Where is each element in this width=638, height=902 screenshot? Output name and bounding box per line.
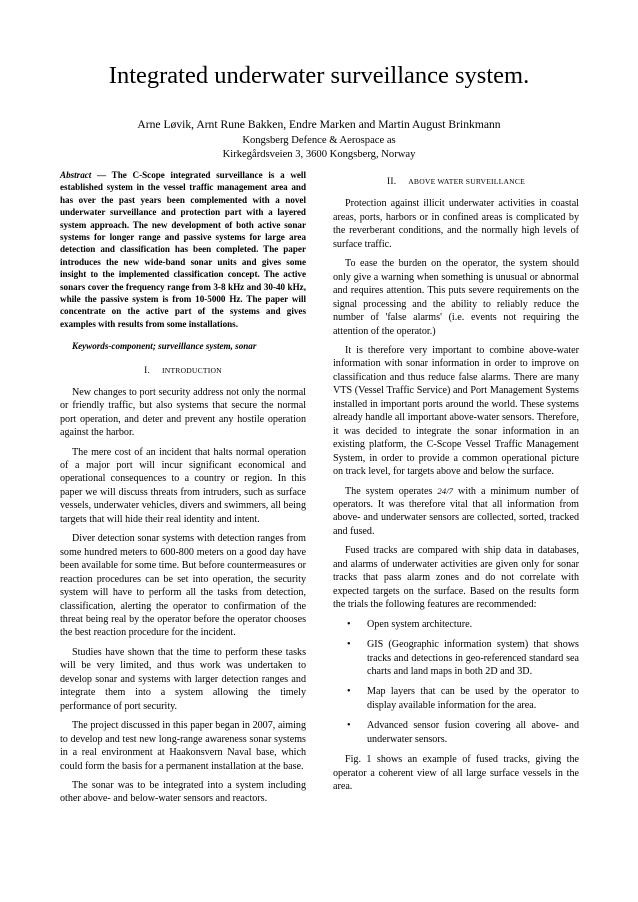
paragraph: The system operates 24/7 with a minimum number of operators. It was therefore vital that all information from above- and underwater sensors are collected, sorted, tracked and fused. xyxy=(333,485,579,537)
bullet-icon: • xyxy=(347,639,351,651)
author-list: Arne Løvik, Arnt Rune Bakken, Endre Marken and Martin August Brinkmann xyxy=(137,118,501,131)
affiliation-address: Kirkegårdsveien 3, 3600 Kongsberg, Norway xyxy=(222,149,416,160)
paragraph: It is therefore very important to combine above-water information with sonar information in order to improve on classification and thus reduce false alarms. There are many VTS (Vessel Traffic Service) and Port Management Systems installed in important ports around the world. These systems already handle all important above-water sensors. Therefore, it was decided to integrate the sonar information in an existing platform, the C-Scope Vessel Traffic Management System, in order to provide a common operational picture on track level, for targets above and below the surface. xyxy=(333,344,579,478)
left-column xyxy=(60,169,306,812)
paragraph: Fused tracks are compared with ship data in databases, and alarms of underwater activities are given only for sonar tracks that pass alarm zones and do not correlate with expected targets on the surface. Based on the results form the trials the following features are recommended: xyxy=(333,545,579,611)
abstract-label: Abstract xyxy=(60,170,92,180)
abstract xyxy=(60,169,306,330)
right-column xyxy=(333,169,579,800)
bullet-icon: • xyxy=(347,720,351,732)
keywords: Keywords-component; surveillance system, sonar xyxy=(72,341,257,352)
paragraph: Studies have shown that the time to perform these tasks will be very limited, and thus work was undertaken to develop sonar and systems with larger detection ranges and integrate them into a system allowing the timely performance of port security. xyxy=(60,646,306,712)
paragraph: New changes to port security address not only the normal or friendly traffic, but also systems that secure the normal port operation, and deter and prevent any hostile operation against the harbor. xyxy=(60,386,306,439)
bullet-icon: • xyxy=(347,686,351,698)
feature-list xyxy=(333,618,579,747)
abstract-text: — The C-Scope integrated surveillance is a well established system in the vessel traffic management area and has over the past years been complemented with a novel underwater surveillance and protection part with a layered system approach. The new development of both active sonar systems for longer range and passive systems for large area detection and classification has been completed. The paper introduces the new wide-band sonar units and gives some insight to the implemented classification concept. The active sonars cover the frequency range from 3-8 kHz and 30-40 kHz, while the passive system is from 10-5000 Hz. The paper will concentrate on the active part of the systems and gives examples with results from some installations. xyxy=(60,170,306,329)
section-heading-introduction: I. INTRODUCTION xyxy=(144,366,222,377)
list-item: • Advanced sensor fusion covering all above- and underwater sensors. xyxy=(347,720,579,745)
paragraph: The mere cost of an incident that halts normal operation of a major port will incur significant economical and operational consequences to a country or region. In this paper we will discuss threats from intruders, such as surface vessels, underwater vehicles, divers and swimmers, all being targets that will hide their real identity and intent. xyxy=(60,446,306,525)
section-heading-above-water: II. ABOVE WATER SURVEILLANCE xyxy=(387,177,525,187)
paragraph: The sonar was to be integrated into a system including other above- and below-water sensors and reactors. xyxy=(60,779,306,805)
italic-24-7: 24/7 xyxy=(437,485,454,496)
list-item: • GIS (Geographic information system) that shows tracks and detections in geo-referenced standard sea charts and land maps in both 2D and 3D. xyxy=(347,639,579,677)
list-item: • Open system architecture. xyxy=(347,618,473,630)
list-item: • Map layers that can be used by the operator to display available information for the area. xyxy=(347,686,579,711)
paragraph: Fig. 1 shows an example of fused tracks, giving the operator a coherent view of all large surface vessels in the area. xyxy=(333,754,579,793)
affiliation-org: Kongsberg Defence & Aerospace as xyxy=(242,135,396,146)
bullet-icon: • xyxy=(347,618,351,630)
paragraph: Protection against illicit underwater activities in coastal areas, ports, harbors or in confined areas is complicated by the reverberant conditions, and the normally high levels of surface traffic. xyxy=(333,198,579,250)
paragraph: To ease the burden on the operator, the system should only give a warning when something is unusual or abnormal and requires attention. This puts severe requirements on the signal processing and the ability to reliably reduce the number of 'false alarms' (i.e. events not requiring the attention of the operator.) xyxy=(333,258,579,337)
paragraph: The project discussed in this paper began in 2007, aiming to develop and test new long-range awareness sonar systems in a real environment at Haakonsvern Naval base, which could form the basis for a permanent installation at the base. xyxy=(60,720,306,772)
paragraph: Diver detection sonar systems with detection ranges from some hundred meters to 600-800 meters on a good day have been available for some time. But before countermeasures or reaction procedures can be set into operation, the security system will have to perform all the tasks from detection, classification, alerting the operator to confirmation of the threat being real by the operator before the operator chooses the best reaction procedure for the incident. xyxy=(60,533,306,639)
paper-title: Integrated underwater surveillance system. xyxy=(108,62,530,89)
